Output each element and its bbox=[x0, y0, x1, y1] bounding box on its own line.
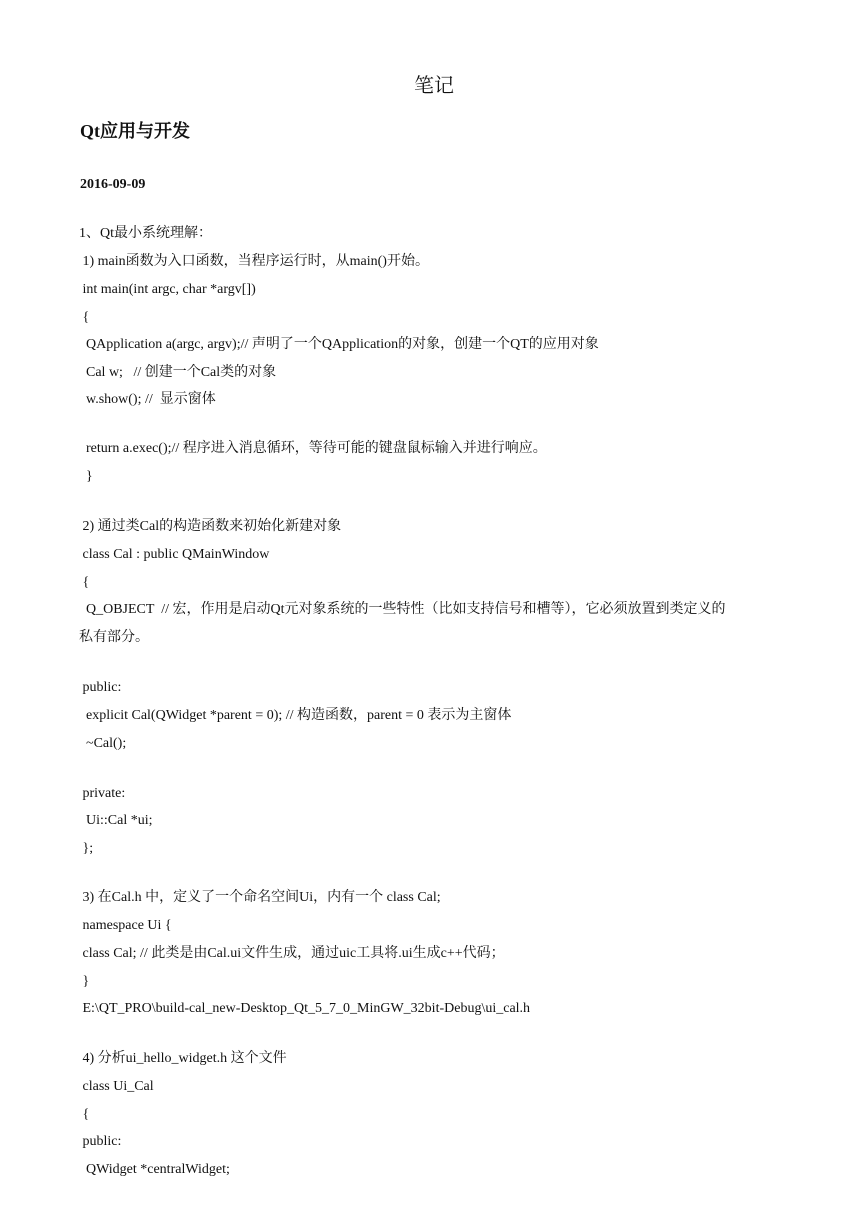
code-line: explicit Cal(QWidget *parent = 0); // 构造函数，parent = 0 表示为主窗体 bbox=[79, 708, 512, 723]
code-line: public: bbox=[79, 680, 122, 695]
text-line: 2) 通过类Cal的构造函数来初始化新建对象 bbox=[79, 519, 342, 534]
page-title: 笔记 bbox=[414, 73, 454, 97]
section-heading: Qt应用与开发 bbox=[80, 121, 190, 141]
code-line: { bbox=[79, 575, 90, 590]
code-line: Q_OBJECT // 宏，作用是启动Qt元对象系统的一些特性（比如支持信号和槽等），它必须放置到类定义的 bbox=[79, 602, 726, 617]
code-line: }; bbox=[79, 841, 94, 856]
code-line: return a.exec();// 程序进入消息循环，等待可能的键盘鼠标输入并进行响应。 bbox=[79, 441, 547, 456]
text-line: 3) 在Cal.h 中，定义了一个命名空间Ui，内有一个 class Cal; bbox=[79, 890, 441, 905]
code-line: class Cal : public QMainWindow bbox=[79, 547, 270, 562]
code-line: class Ui_Cal bbox=[79, 1079, 154, 1094]
code-line: private: bbox=[79, 786, 126, 801]
code-line: public: bbox=[79, 1134, 122, 1149]
code-line: } bbox=[79, 469, 93, 484]
text-line: 1、Qt最小系统理解： bbox=[79, 226, 212, 241]
code-line: w.show(); // 显示窗体 bbox=[79, 392, 216, 407]
code-line: Cal w; // 创建一个Cal类的对象 bbox=[79, 365, 277, 380]
code-line: Ui::Cal *ui; bbox=[79, 813, 153, 828]
code-line: { bbox=[79, 310, 90, 325]
code-line: { bbox=[79, 1107, 90, 1122]
date-heading: 2016-09-09 bbox=[80, 177, 146, 192]
text-line: 4) 分析ui_hello_widget.h 这个文件 bbox=[79, 1051, 287, 1066]
code-line: ~Cal(); bbox=[79, 736, 127, 751]
code-line: QApplication a(argc, argv);// 声明了一个QApplication的对象，创建一个QT的应用对象 bbox=[79, 337, 599, 352]
code-line: QWidget *centralWidget; bbox=[79, 1162, 230, 1177]
code-line: namespace Ui { bbox=[79, 918, 172, 933]
code-line: int main(int argc, char *argv[]) bbox=[79, 282, 256, 297]
code-line: 私有部分。 bbox=[79, 630, 149, 645]
code-line: class Cal; // 此类是由Cal.ui文件生成，通过uic工具将.ui生成c++代码； bbox=[79, 946, 505, 961]
code-line: } bbox=[79, 974, 90, 989]
file-path-line: E:\QT_PRO\build-cal_new-Desktop_Qt_5_7_0_MinGW_32bit-Debug\ui_cal.h bbox=[79, 1001, 531, 1016]
text-line: 1) main函数为入口函数，当程序运行时，从main()开始。 bbox=[79, 254, 429, 269]
